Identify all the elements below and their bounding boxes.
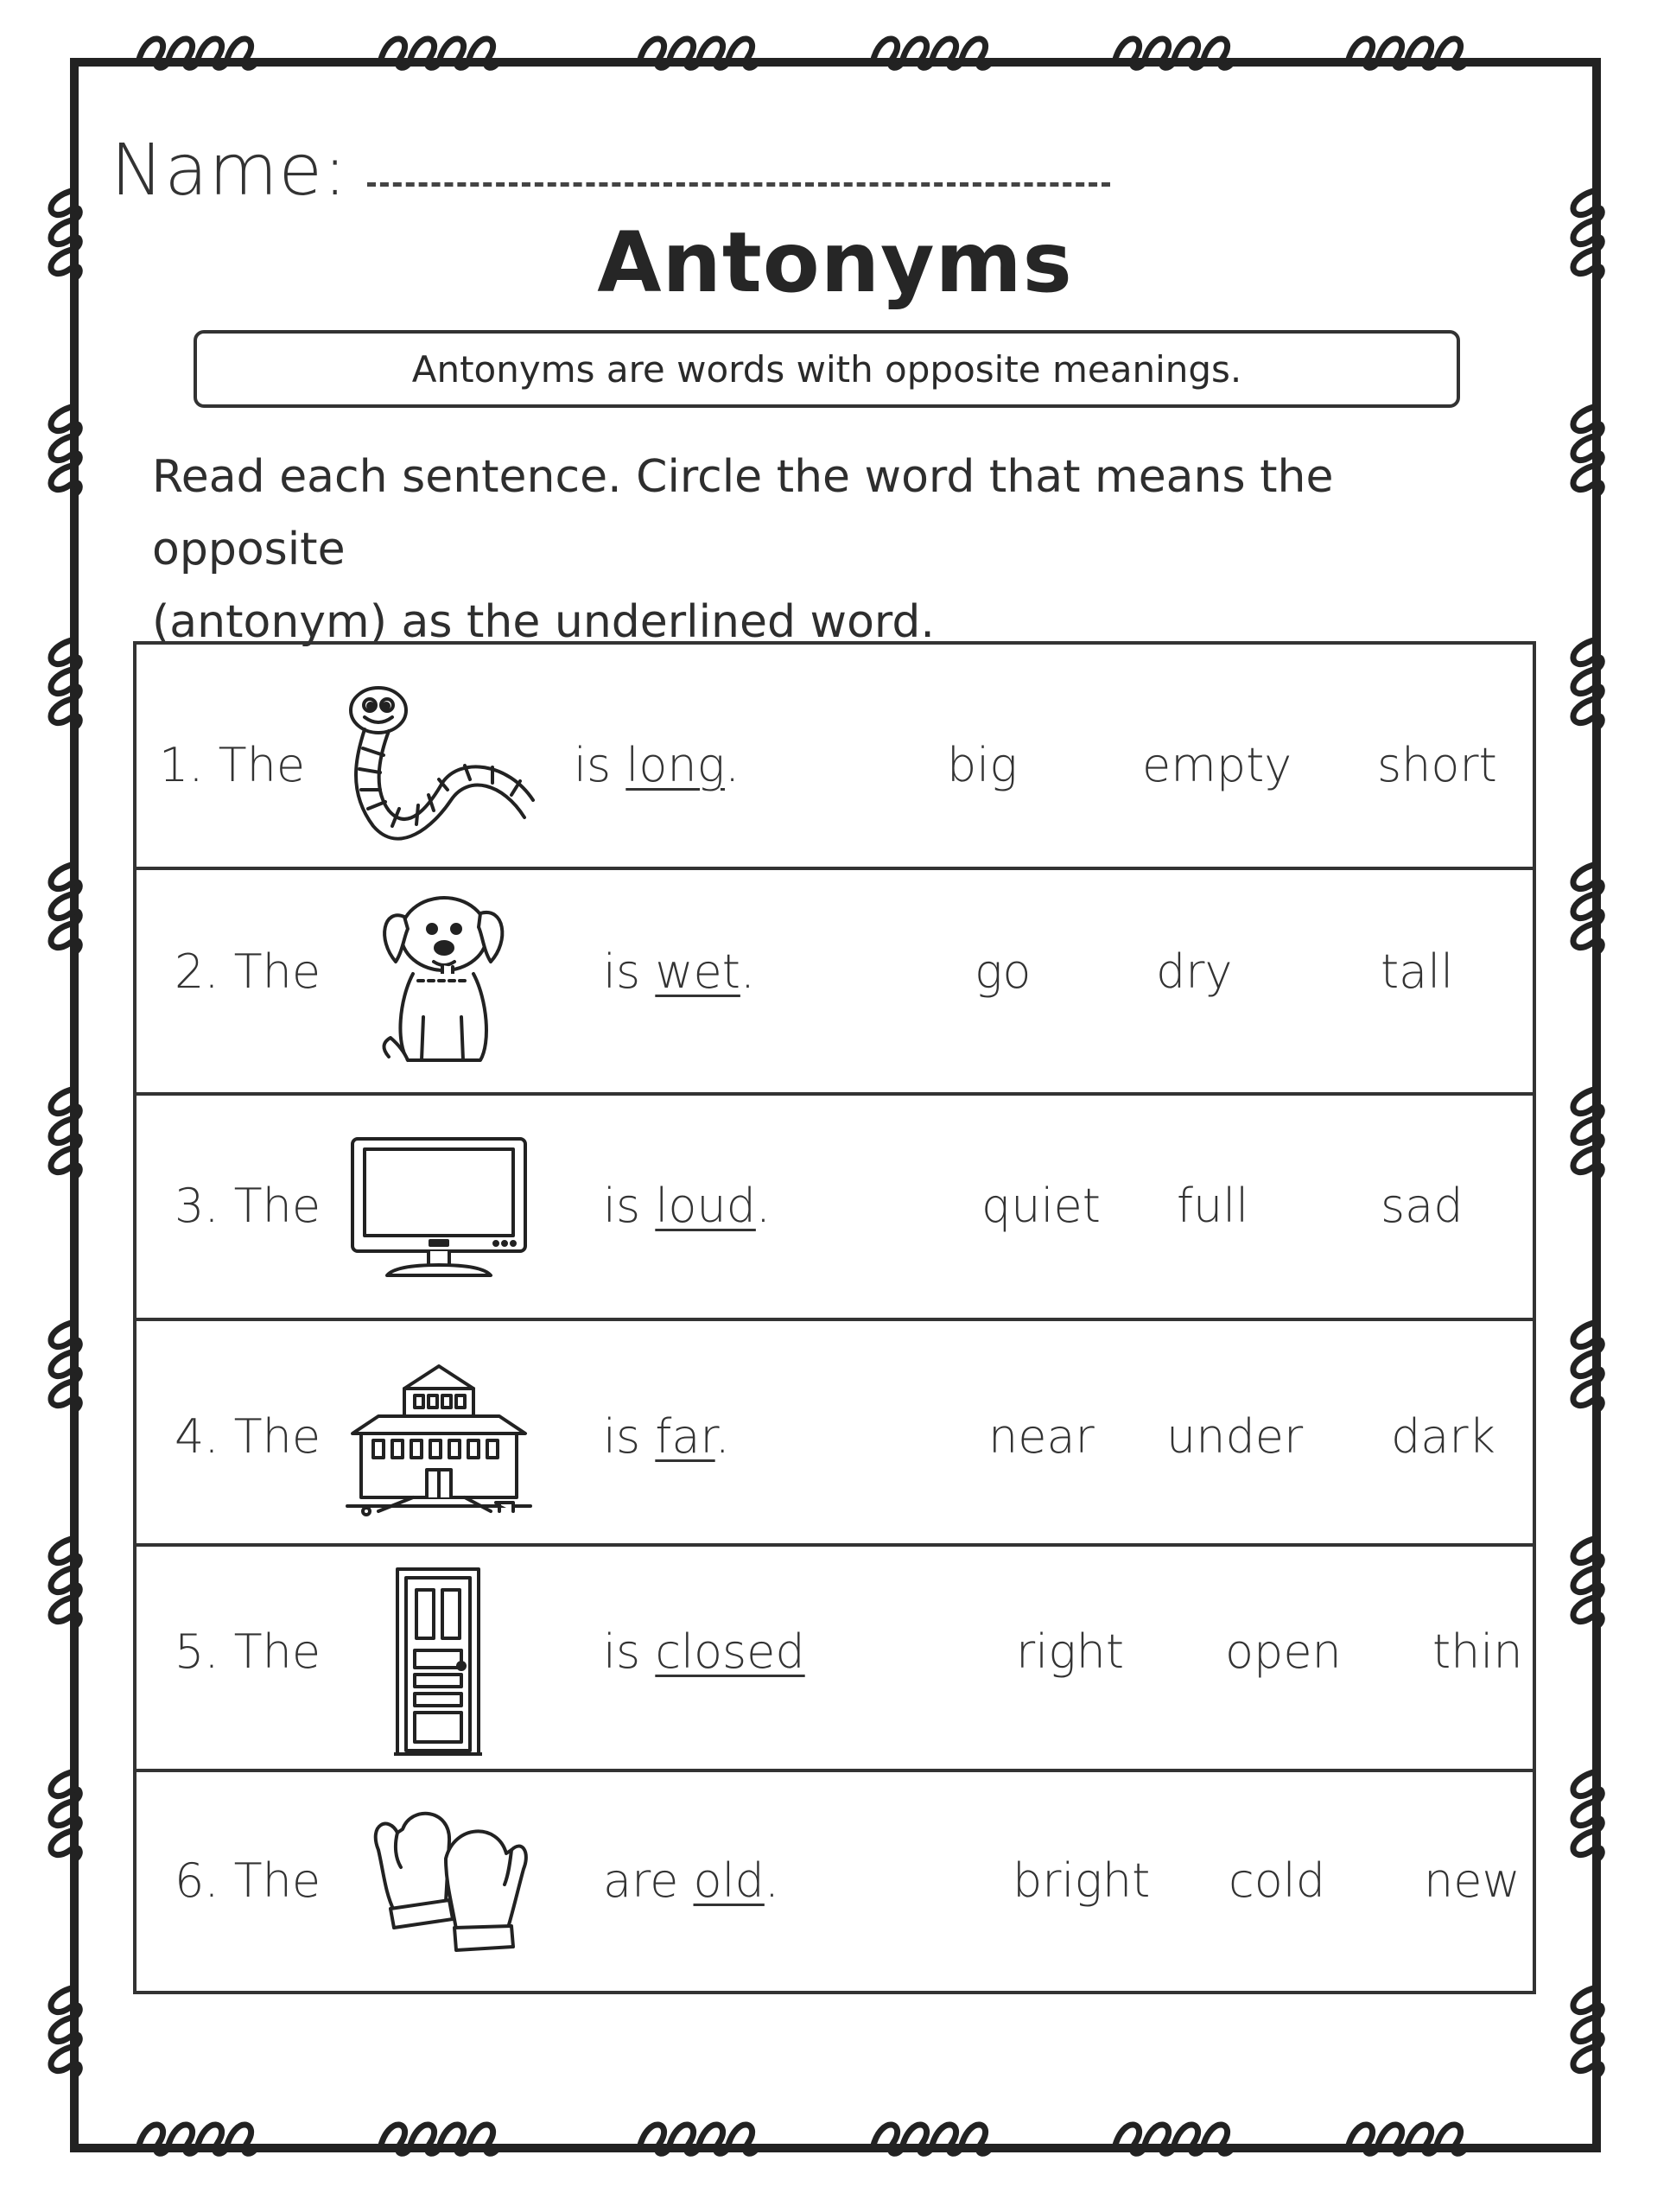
answer-choice[interactable]: empty <box>1142 738 1292 792</box>
name-label: Name: <box>111 130 348 212</box>
answer-choice[interactable]: dark <box>1391 1409 1495 1464</box>
sentence-punct: . <box>764 1853 779 1908</box>
answer-choice[interactable]: tall <box>1381 944 1454 999</box>
answer-choice[interactable]: full <box>1177 1179 1249 1233</box>
school-icon <box>344 1351 534 1523</box>
sentence-verb: is <box>603 1179 641 1233</box>
exercise-table <box>133 641 1536 1994</box>
answer-choice[interactable]: near <box>988 1409 1095 1464</box>
exercise-row-2 <box>137 870 1533 1096</box>
sentence-punct: . <box>755 1179 772 1233</box>
answer-choice[interactable]: sad <box>1381 1179 1464 1233</box>
row-number: 1. The <box>159 738 306 792</box>
sentence-verb: are <box>603 1853 679 1908</box>
answer-choice[interactable]: new <box>1424 1853 1521 1908</box>
page-title: Antonyms <box>597 214 1073 311</box>
answer-choice[interactable]: open <box>1225 1624 1342 1679</box>
answer-choice[interactable]: right <box>1016 1624 1125 1679</box>
sentence <box>603 944 755 999</box>
answer-choice[interactable]: quiet <box>981 1179 1101 1233</box>
television-icon <box>344 1130 534 1294</box>
underlined-word: long <box>625 738 725 792</box>
row-number: 4. The <box>175 1409 321 1464</box>
sentence <box>603 1853 779 1908</box>
sentence <box>603 1624 805 1679</box>
row-number: 2. The <box>175 944 321 999</box>
exercise-row-1 <box>137 645 1533 870</box>
sentence-verb: is <box>574 738 612 792</box>
sentence-verb: is <box>603 1409 641 1464</box>
worm-icon <box>339 679 537 852</box>
underlined-word: closed <box>655 1624 805 1679</box>
name-blank-line[interactable] <box>367 163 1110 187</box>
answer-choice[interactable]: thin <box>1432 1624 1523 1679</box>
exercise-row-4 <box>137 1321 1533 1547</box>
sentence <box>603 1409 730 1464</box>
answer-choice[interactable]: short <box>1377 738 1497 792</box>
row-number: 3. The <box>175 1179 321 1233</box>
sentence-verb: is <box>603 1624 641 1679</box>
answer-choice[interactable]: dry <box>1156 944 1233 999</box>
instructions <box>152 441 1448 658</box>
name-field[interactable] <box>111 130 1110 212</box>
row-number: 5. The <box>175 1624 321 1679</box>
underlined-word: far <box>655 1409 715 1464</box>
dog-icon <box>370 879 517 1077</box>
answer-choice[interactable]: bright <box>1013 1853 1151 1908</box>
answer-choice[interactable]: under <box>1166 1409 1304 1464</box>
row-number: 6. The <box>175 1853 321 1908</box>
definition-box <box>194 330 1460 408</box>
answer-choice[interactable]: go <box>975 944 1032 999</box>
instructions-line-1: Read each sentence. Circle the word that means the opposite <box>152 451 1334 575</box>
sentence <box>603 1179 771 1233</box>
sentence-punct: . <box>740 944 756 999</box>
definition-text: Antonyms are words with opposite meanings. <box>411 347 1242 391</box>
underlined-word: loud <box>655 1179 756 1233</box>
underlined-word: wet <box>655 944 740 999</box>
door-icon <box>391 1564 486 1759</box>
sentence-punct: . <box>714 1409 730 1464</box>
answer-choice[interactable]: big <box>947 738 1018 792</box>
answer-choice[interactable]: cold <box>1229 1853 1326 1908</box>
sentence <box>574 738 740 792</box>
sentence-punct: . <box>724 738 740 792</box>
sentence-verb: is <box>603 944 641 999</box>
exercise-row-6 <box>137 1772 1533 1998</box>
exercise-row-5 <box>137 1547 1533 1772</box>
underlined-word: old <box>693 1853 765 1908</box>
exercise-row-3 <box>137 1096 1533 1321</box>
instructions-line-2: (antonym) as the underlined word. <box>152 596 935 648</box>
mittens-icon <box>359 1798 532 1971</box>
